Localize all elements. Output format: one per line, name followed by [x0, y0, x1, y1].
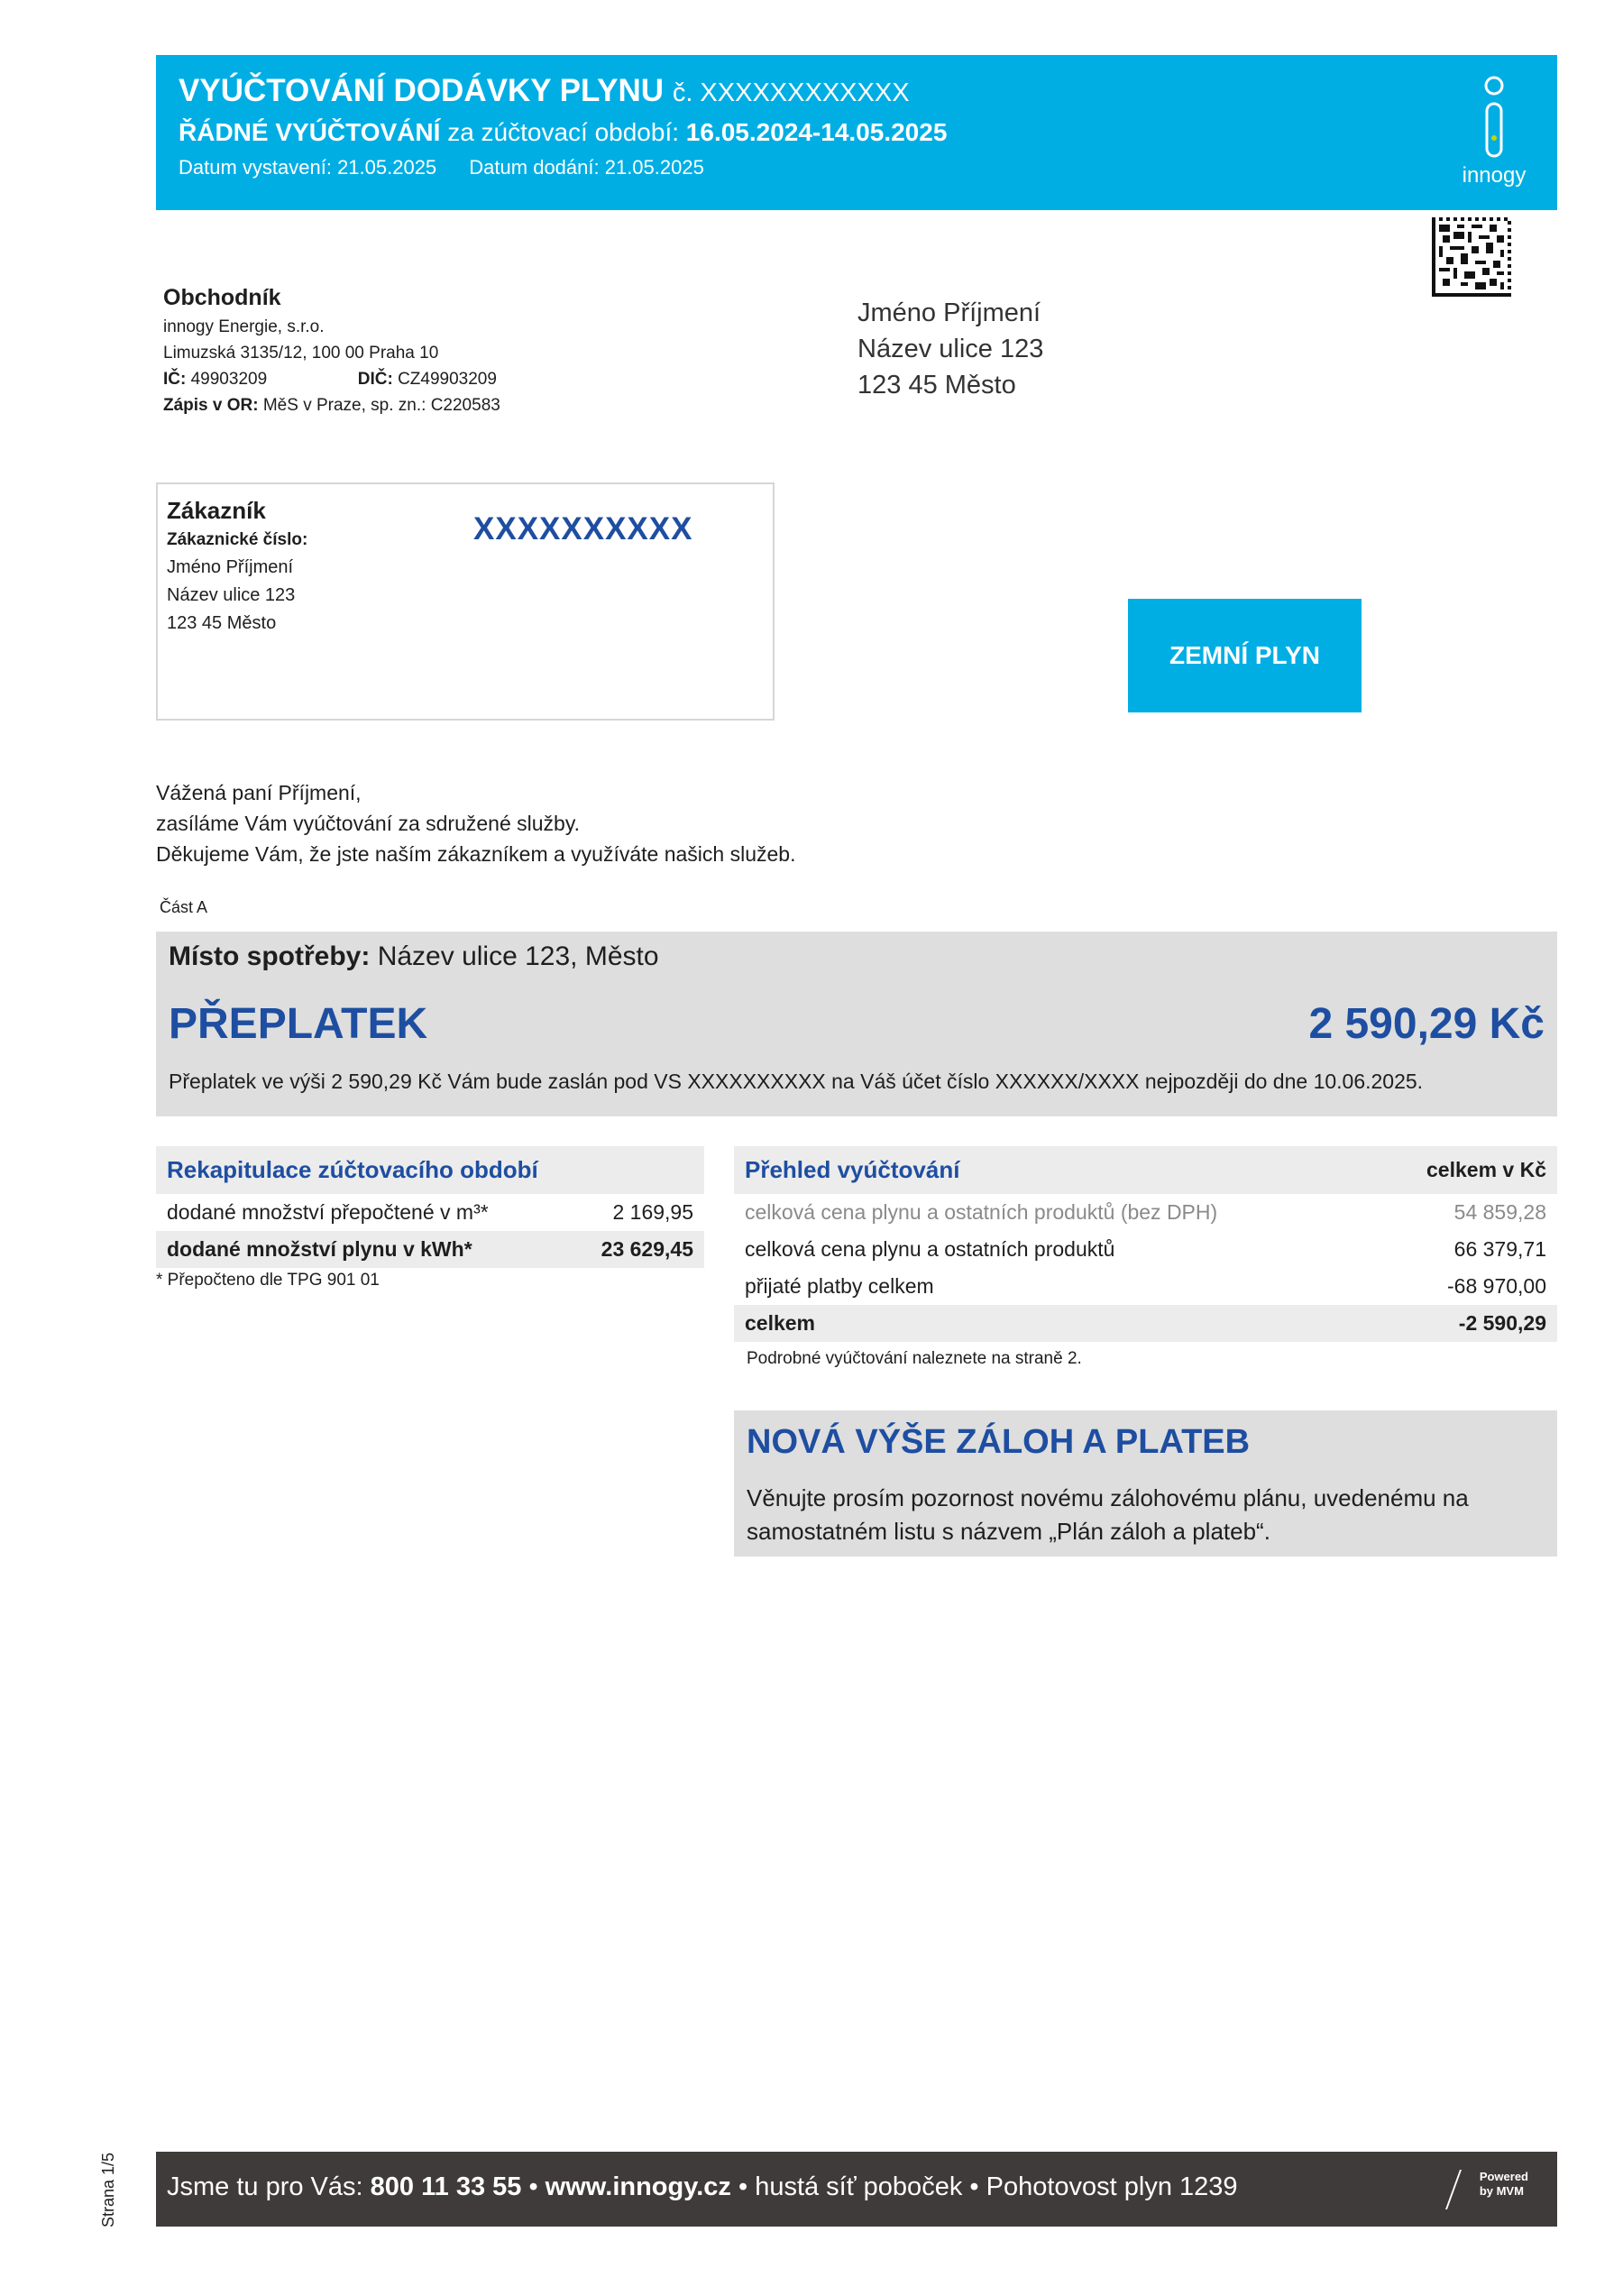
trader-address: Limuzská 3135/12, 100 00 Praha 10	[163, 344, 439, 363]
trader-dic: CZ49903209	[398, 370, 497, 389]
customer-number-label: Zákaznické číslo:	[167, 530, 308, 549]
recipient-city: 123 45 Město	[857, 371, 1016, 400]
recipient-address	[857, 295, 1043, 403]
trader-name: innogy Energie, s.r.o.	[163, 317, 325, 336]
invoice-title: VYÚČTOVÁNÍ DODÁVKY PLYNU č. XXXXXXXXXXXX	[179, 73, 910, 108]
settlement-amount: 2 590,29 Kč	[1308, 1000, 1545, 1048]
settlement-status: PŘEPLATEK	[169, 1000, 428, 1048]
recap-footnote: * Přepočteno dle TPG 901 01	[156, 1271, 380, 1290]
invoice-number: č. XXXXXXXXXXXX	[672, 78, 910, 107]
footer-contacts: Jsme tu pro Vás: 800 11 33 55 • www.innogy.cz • hustá síť poboček • Pohotovost plyn 1239	[167, 2172, 1238, 2201]
slash-icon	[1445, 2170, 1462, 2209]
customer-street: Název ulice 123	[167, 585, 296, 605]
recap-header	[156, 1146, 704, 1194]
logo-text: innogy	[1462, 163, 1527, 188]
new-deposits-box	[734, 1410, 1557, 1557]
trader-ic: 49903209	[190, 370, 268, 389]
settlement-note: Přeplatek ve výši 2 590,29 Kč Vám bude zaslán pod VS XXXXXXXXXX na Váš účet číslo XXXXXX/XXXX nejpozději do dne 10.06.2025.	[169, 1070, 1424, 1093]
trader-block	[163, 282, 704, 418]
customer-name: Jméno Příjmení	[167, 557, 294, 577]
issue-date: Datum vystavení: 21.05.2025	[179, 156, 437, 179]
table-row: celková cena plynu a ostatních produktů 66 379,71	[745, 1237, 1546, 1261]
trader-ids: IČ: 49903209 DIČ: CZ49903209	[163, 370, 497, 389]
innogy-i-icon	[1449, 71, 1539, 166]
footer-phone: 800 11 33 55	[370, 2172, 522, 2201]
table-row: celková cena plynu a ostatních produktů (bez DPH) 54 859,28	[745, 1200, 1546, 1224]
customer-number: XXXXXXXXXX	[473, 511, 693, 546]
table-row: dodané množství přepočtené v m³* 2 169,95	[167, 1200, 693, 1224]
customer-city: 123 45 Město	[167, 613, 277, 633]
recap-title: Rekapitulace zúčtovacího období	[167, 1156, 538, 1183]
trader-heading: Obchodník	[163, 285, 281, 310]
greeting: Vážená paní Příjmení, zasíláme Vám vyúčtování za sdružené služby. Děkujeme Vám, že jste naším zákazníkem a využíváte našich služeb.	[156, 781, 796, 866]
invoice-header	[156, 55, 1557, 210]
page-number: Strana 1/5	[99, 2152, 117, 2227]
recipient-name: Jméno Příjmení	[857, 298, 1041, 327]
trader-register: Zápis v OR: MěS v Praze, sp. zn.: C220583	[163, 396, 500, 415]
overview-header	[734, 1146, 1557, 1194]
datamatrix-code-icon	[1432, 217, 1511, 297]
overview-title: Přehled vyúčtování	[745, 1156, 960, 1183]
recipient-street: Název ulice 123	[857, 335, 1044, 363]
table-row: přijaté platby celkem -68 970,00	[745, 1274, 1546, 1298]
powered-by-mvm-logo: Powered by MVM	[1480, 2170, 1528, 2209]
customer-heading: Zákazník	[167, 497, 266, 524]
footer-web: www.innogy.cz	[545, 2172, 731, 2201]
innogy-logo	[1449, 71, 1539, 197]
consumption-place: Místo spotřeby: Název ulice 123, Město	[169, 941, 659, 971]
contact-footer	[156, 2152, 1557, 2227]
deposits-title: NOVÁ VÝŠE ZÁLOH A PLATEB	[747, 1423, 1251, 1461]
overview-column-header: celkem v Kč	[1426, 1158, 1546, 1181]
customer-box	[156, 482, 775, 721]
invoice-dates	[179, 156, 704, 179]
table-row-total: celkem -2 590,29	[734, 1305, 1557, 1342]
table-row: dodané množství plynu v kWh* 23 629,45	[156, 1231, 704, 1268]
overview-footnote: Podrobné vyúčtování naleznete na straně 2.	[747, 1349, 1082, 1368]
period-dates: 16.05.2024-14.05.2025	[685, 118, 948, 146]
part-label: Část A	[160, 898, 208, 916]
billing-period: ŘÁDNÉ VYÚČTOVÁNÍ za zúčtovací období: 16.05.2024-14.05.2025	[179, 118, 948, 146]
period-recap-table	[156, 1146, 704, 1290]
billing-overview-table	[734, 1146, 1557, 1369]
deposits-text: Věnujte prosím pozornost novému zálohovému plánu, uvedenému na samostatném listu s názvem „Plán záloh a plateb“.	[747, 1484, 1469, 1545]
delivery-date: Datum dodání: 21.05.2025	[469, 156, 704, 179]
product-badge: ZEMNÍ PLYN	[1128, 599, 1362, 712]
settlement-summary	[156, 932, 1557, 1116]
